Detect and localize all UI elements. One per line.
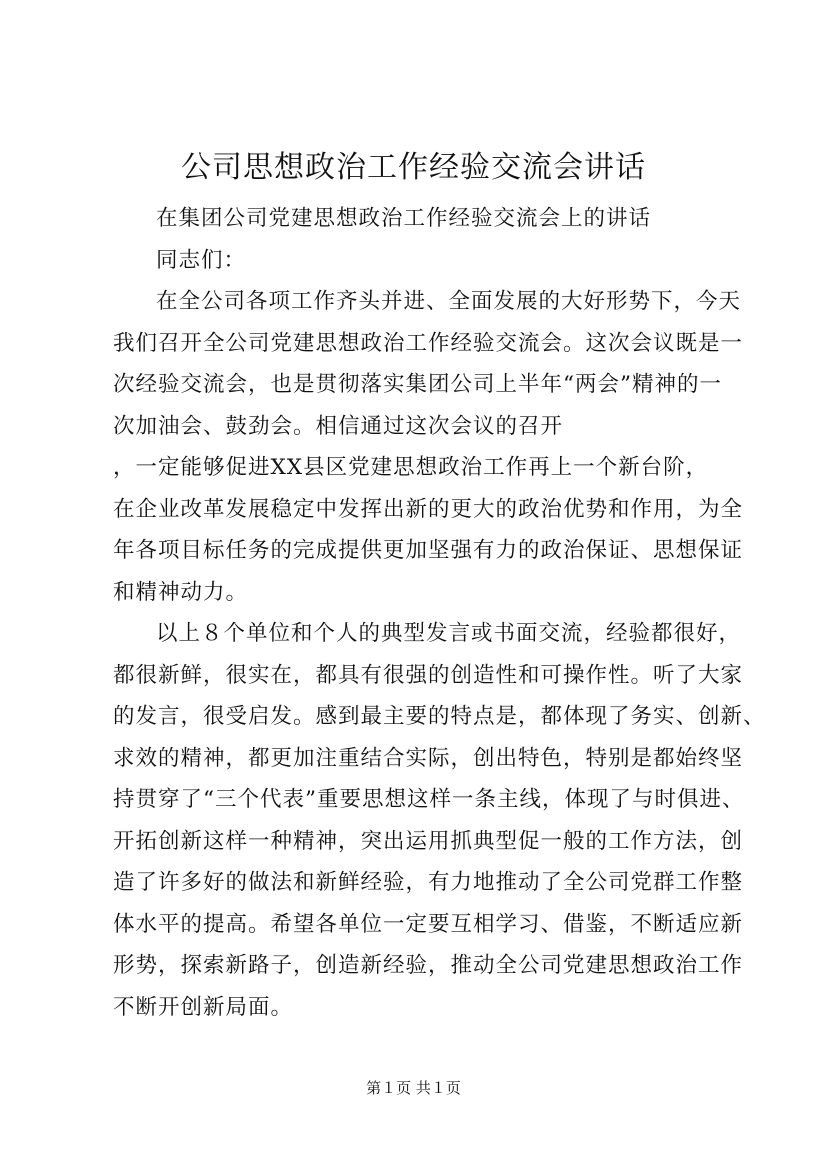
text-line: ，一定能够促进XX县区党建思想政治工作再上一个新台阶， — [113, 455, 709, 480]
text-line: 都很新鲜，很实在，都具有很强的创造性和可操作性。听了大家 — [113, 662, 744, 688]
document-title: 公司思想政治工作经验交流会讲话 — [181, 150, 646, 185]
text-line: 在企业改革发展稳定中发挥出新的更大的政治优势和作用，为全 — [113, 496, 744, 522]
text-line: 年各项目标任务的完成提供更加坚强有力的政治保证、思想保证 — [113, 538, 744, 563]
text-line: 次经验交流会，也是贯彻落实集团公司上半年“两会”精神的一 — [113, 372, 722, 397]
page-footer: 第１页 共１页 — [366, 1079, 461, 1097]
text-line: 形势，探索新路子，创造新经验，推动全公司党建思想政治工作 — [113, 953, 744, 978]
text-line: 持贯穿了“三个代表”重要思想这样一条主线，体现了与时俱进、 — [113, 787, 745, 812]
text-line: 次加油会、鼓劲会。相信通过这次会议的召开 — [113, 413, 564, 439]
text-line: 开拓创新这样一种精神，突出运用抓典型促一般的工作方法，创 — [113, 828, 744, 854]
text-line: 的发言，很受启发。感到最主要的特点是，都体现了务实、创新、 — [113, 704, 766, 729]
text-line: 造了许多好的做法和新鲜经验，有力地推动了全公司党群工作整 — [113, 870, 744, 895]
text-line: 不断开创新局面。 — [113, 994, 294, 1020]
text-line: 在集团公司党建思想政治工作经验交流会上的讲话 — [156, 206, 652, 231]
text-line: 同志们： — [156, 247, 247, 273]
text-line: 我们召开全公司党建思想政治工作经验交流会。这次会议既是一 — [113, 330, 744, 356]
document-body — [113, 198, 766, 1028]
text-line: 以上８个单位和个人的典型发言或书面交流，经验都很好， — [156, 621, 742, 646]
text-line: 在全公司各项工作齐头并进、全面发展的大好形势下，今天 — [156, 289, 742, 314]
text-line: 和精神动力。 — [113, 579, 249, 605]
text-line: 求效的精神，都更加注重结合实际，创出特色，特别是都始终坚 — [113, 745, 744, 771]
text-line: 体水平的提高。希望各单位一定要互相学习、借鉴，不断适应新 — [113, 911, 744, 937]
